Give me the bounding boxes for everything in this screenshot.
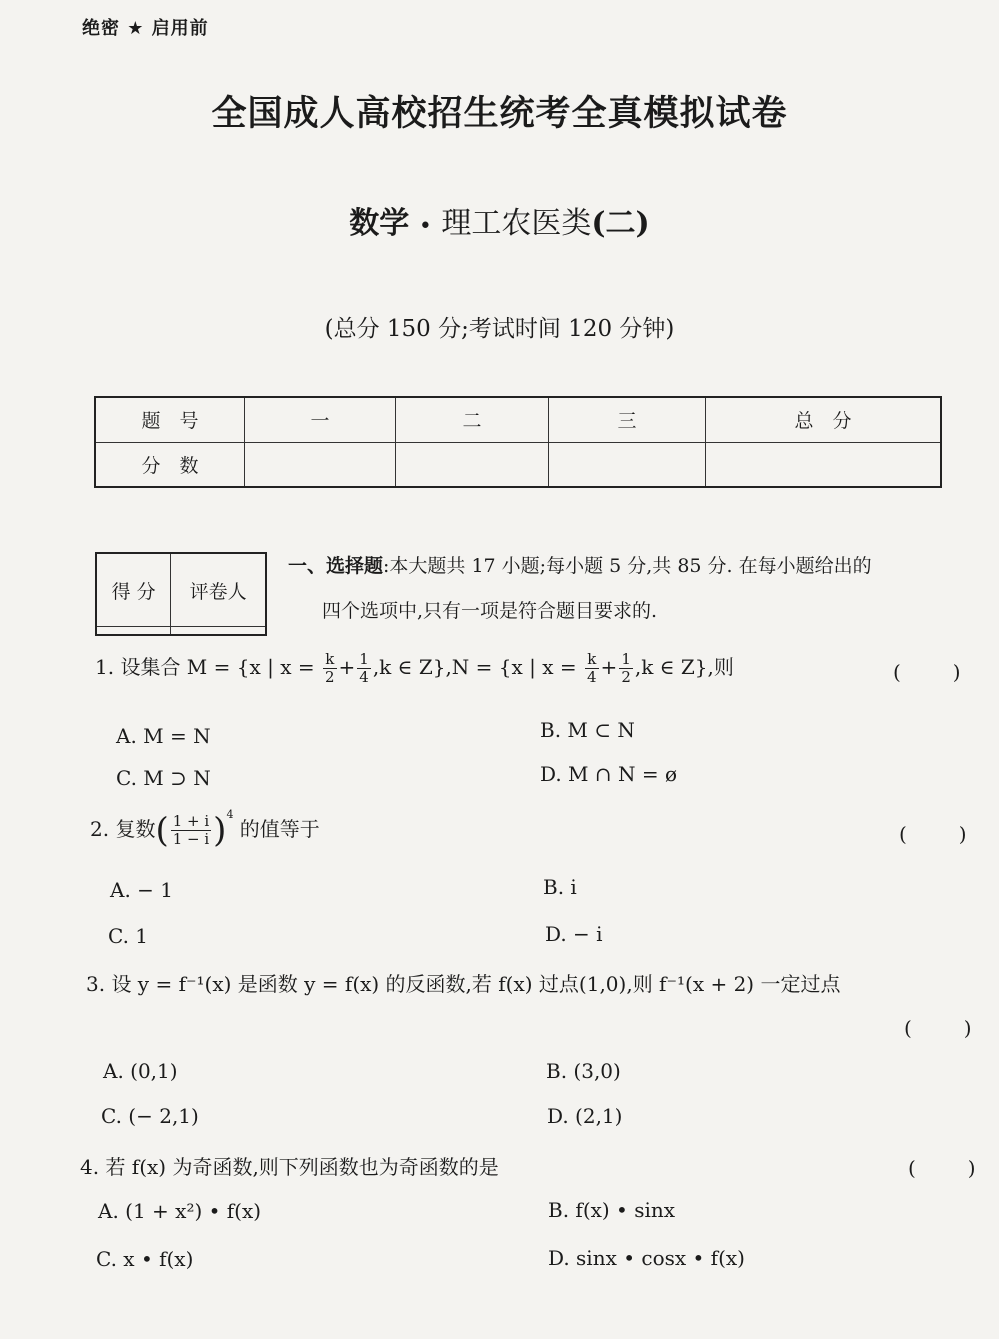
q2-option-c[interactable]: C. 1 [108, 924, 149, 948]
fraction: $\frac{1 + i}{1 - i}$ [172, 812, 210, 848]
q1-answer-paren[interactable]: ( ) [893, 660, 977, 684]
q4-option-a[interactable]: A. (1 + x²) • f(x) [98, 1199, 262, 1223]
score-table-header-label: 题 号 [95, 397, 245, 442]
fraction: $\frac{k}{2}$ [324, 650, 335, 686]
paper-number: (二) [591, 206, 650, 241]
q2-stem-end: 的值等于 [233, 817, 320, 841]
score-cell[interactable] [245, 442, 396, 487]
exam-subtitle [0, 198, 999, 242]
category: 理工农医类 [441, 206, 592, 241]
q3-option-b[interactable]: B. (3,0) [546, 1059, 621, 1083]
q1-option-c[interactable]: C. M ⊃ N [116, 766, 211, 790]
exponent: 4 [226, 808, 234, 821]
score-table-col-1: 一 [245, 397, 396, 442]
score-table-col-total: 总 分 [706, 397, 942, 442]
question-1: 1. 设集合 M = {x | x = $\frac{k}{2}$ + $\frac{1}{4}$ ,k ∈ Z},N = {x | x = $\frac{k}{4}$ + $\frac{1}{2}$ ,k ∈ Z},则 [95, 650, 734, 686]
q4-option-d[interactable]: D. sinx • cosx • f(x) [548, 1246, 745, 1270]
score-cell[interactable] [549, 442, 706, 487]
subject: 数学 [349, 206, 410, 241]
q1-stem-end: ,k ∈ Z},则 [634, 655, 734, 679]
grader-score-cell[interactable] [96, 627, 171, 635]
grader-name-label: 评卷人 [171, 553, 266, 627]
fraction: $\frac{1}{2}$ [621, 650, 631, 686]
section-1-line-2: 四个选项中,只有一项是符合题目要求的. [322, 600, 658, 622]
q2-option-a[interactable]: A. − 1 [110, 878, 173, 902]
score-table-col-2: 二 [396, 397, 549, 442]
q1-option-d[interactable]: D. M ∩ N = ø [540, 762, 678, 786]
q2-option-b[interactable]: B. i [543, 875, 577, 899]
q3-answer-paren[interactable]: ( ) [904, 1016, 988, 1040]
grader-name-cell[interactable] [171, 627, 266, 635]
score-table-row-label: 分 数 [95, 442, 245, 487]
q2-stem-start: 2. 复数 [90, 817, 156, 841]
section-1-instructions [288, 544, 928, 634]
q4-option-b[interactable]: B. f(x) • sinx [548, 1198, 676, 1222]
q1-stem-start: 1. 设集合 M = {x | x = [95, 655, 315, 679]
q1-option-a[interactable]: A. M = N [116, 724, 211, 748]
q4-answer-paren[interactable]: ( ) [908, 1156, 992, 1180]
fraction: $\frac{k}{4}$ [587, 650, 597, 686]
section-1-line-1: :本大题共 17 小题;每小题 5 分,共 85 分. 在每小题给出的 [383, 555, 872, 577]
fraction: $\frac{1}{4}$ [359, 650, 369, 686]
q3-option-a[interactable]: A. (0,1) [103, 1059, 178, 1083]
question-4: 4. 若 f(x) 为奇函数,则下列函数也为奇函数的是 [80, 1155, 499, 1179]
question-2: 2. 复数( $\frac{1 + i}{1 - i}$ )$^4$ 的值等于 [90, 808, 320, 851]
q2-option-d[interactable]: D. − i [545, 922, 603, 946]
q1-stem-mid: ,k ∈ Z},N = {x | x = [372, 655, 577, 679]
grader-table [95, 552, 267, 636]
exam-meta: (总分 150 分;考试时间 120 分钟) [324, 316, 675, 342]
exam-title: 全国成人高校招生统考全真模拟试卷 [211, 93, 788, 134]
question-3: 3. 设 y = f⁻¹(x) 是函数 y = f(x) 的反函数,若 f(x) 过点(1,0),则 f⁻¹(x + 2) 一定过点 [86, 972, 841, 996]
grader-score-label: 得 分 [96, 553, 171, 627]
section-1-title: 一、选择题 [288, 555, 384, 577]
q2-answer-paren[interactable]: ( ) [899, 822, 983, 846]
secret-label: 绝密 ★ 启用前 [82, 18, 209, 39]
score-table [94, 396, 942, 488]
score-table-col-3: 三 [549, 397, 706, 442]
q4-option-c[interactable]: C. x • f(x) [96, 1247, 194, 1271]
q1-option-b[interactable]: B. M ⊂ N [540, 718, 635, 742]
separator-dot: • [418, 214, 432, 239]
score-cell[interactable] [396, 442, 549, 487]
q3-option-d[interactable]: D. (2,1) [547, 1104, 623, 1128]
score-cell[interactable] [706, 442, 942, 487]
q3-option-c[interactable]: C. (− 2,1) [101, 1104, 199, 1128]
